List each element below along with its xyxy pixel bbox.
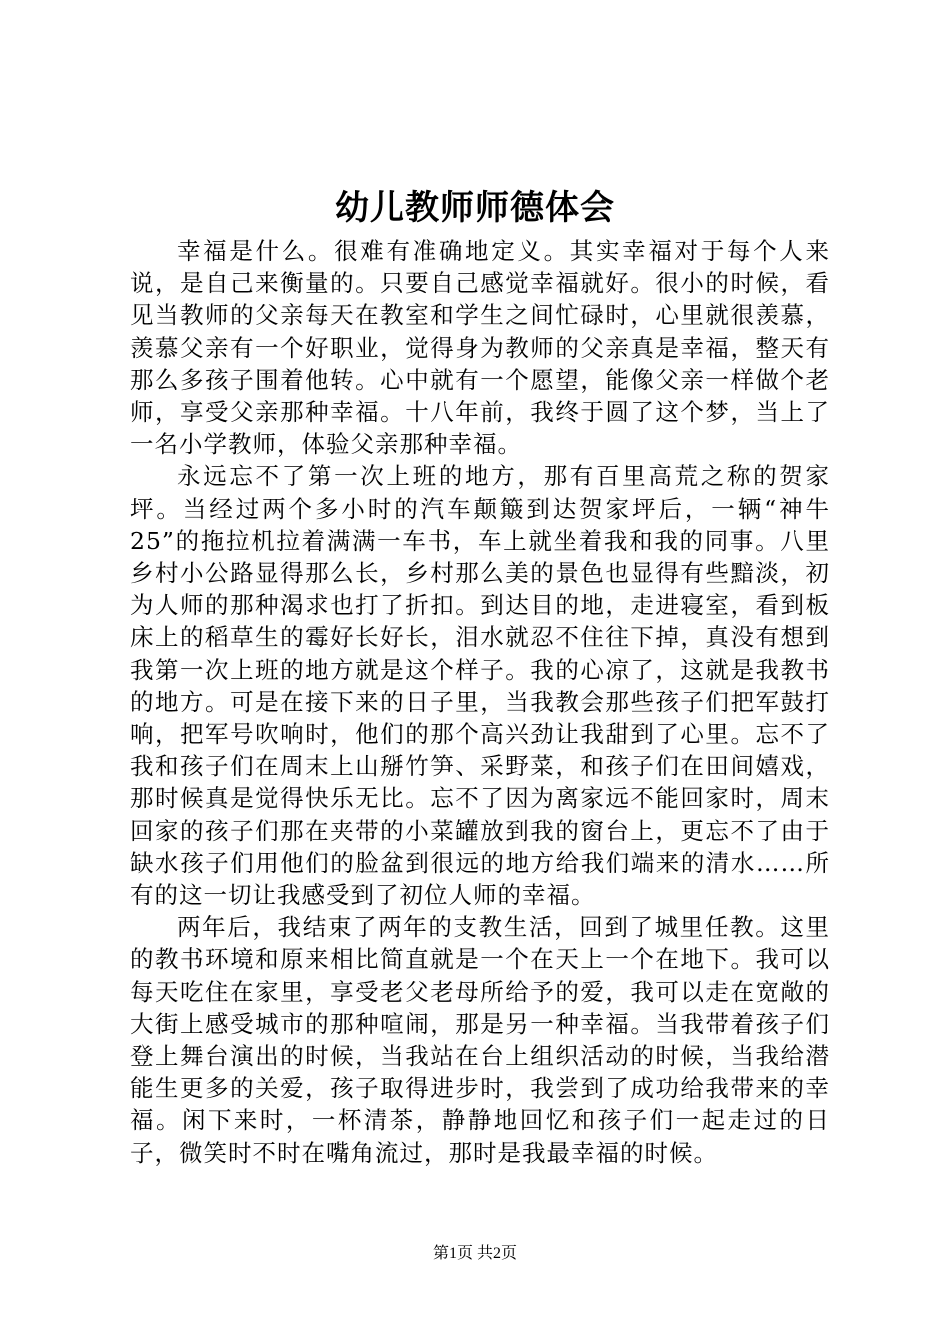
page-footer: 第1页 共2页 xyxy=(432,1245,517,1262)
document-body xyxy=(130,235,830,1169)
paragraph-2: 永远忘不了第一次上班的地方，那有百里高荒之称的贺家坪。当经过两个多小时的汽车颠簸到达贺家坪后，一辆“神牛25”的拖拉机拉着满满一车书，车上就坐着我和我的同事。八里乡村小公路显得那么长，乡村那么美的景色也显得有些黯淡，初为人师的那种渴求也打了折扣。到达目的地，走进寝室，看到板床上的稻草生的霉好长好长，泪水就忍不住往下掉，真没有想到我第一次上班的地方就是这个样子。我的心凉了，这就是我教书的地方。可是在接下来的日子里，当我教会那些孩子们把军鼓打响，把军号吹响时，他们的那个高兴劲让我甜到了心里。忘不了我和孩子们在周末上山掰竹笋、采野菜，和孩子们在田间嬉戏，那时候真是觉得快乐无比。忘不了因为离家远不能回家时，周末回家的孩子们那在夹带的小菜罐放到我的窗台上，更忘不了由于缺水孩子们用他们的脸盆到很远的地方给我们端来的清水……所有的这一切让我感受到了初位人师的幸福。 xyxy=(130,462,830,910)
paragraph-1: 幸福是什么。很难有准确地定义。其实幸福对于每个人来说，是自己来衡量的。只要自己感觉幸福就好。很小的时候，看见当教师的父亲每天在教室和学生之间忙碌时，心里就很羡慕，羡慕父亲有一个好职业，觉得身为教师的父亲真是幸福，整天有那么多孩子围着他转。心中就有一个愿望，能像父亲一样做个老师，享受父亲那种幸福。十八年前，我终于圆了这个梦，当上了一名小学教师，体验父亲那种幸福。 xyxy=(130,237,830,459)
document-title: 幼儿教师师德体会 xyxy=(335,188,615,228)
paragraph-3: 两年后，我结束了两年的支教生活，回到了城里任教。这里的教书环境和原来相比简直就是一个在天上一个在地下。我可以每天吃住在家里，享受老父老母所给予的爱，我可以走在宽敞的大街上感受城市的那种喧闹，那是另一种幸福。当我带着孩子们登上舞台演出的时候，当我站在台上组织活动的时候，当我给潜能生更多的关爱，孩子取得进步时，我尝到了成功给我带来的幸福。闲下来时，一杯清茶，静静地回忆和孩子们一起走过的日子，微笑时不时在嘴角流过，那时是我最幸福的时候。 xyxy=(130,913,830,1167)
